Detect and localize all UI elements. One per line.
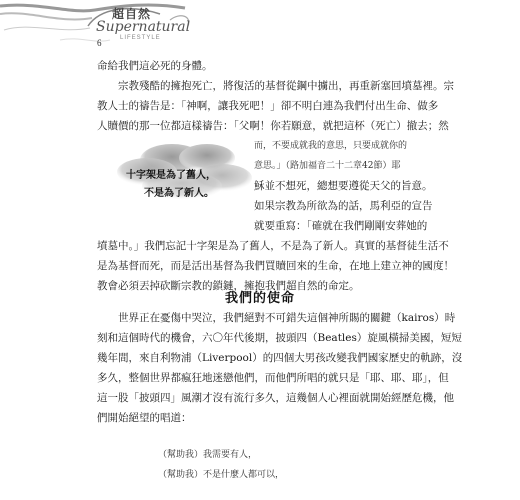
section-line: 這一股「披頭四」風潮才沒有流行多久，這幾個人心裡面就開始經歷危機，他 (97, 392, 454, 404)
header-subtitle: LIFESTYLE (120, 35, 161, 41)
body-line: 宗教殘酷的擁抱死亡，將復活的基督從鋼中擄出，再重新塞回墳墓裡。宗 (118, 80, 454, 92)
callout-line: 十字架是為了舊人， (126, 170, 216, 181)
section-line: 多久，整個世界都瘋狂地迷戀他們，而他們所唱的就只是「耶、耶、耶」，但 (97, 372, 449, 384)
lyric-line: （幫助我）不是什麼人都可以， (158, 470, 285, 480)
body-line: 而，不要成就我的意思，只要成就你的 (254, 141, 408, 151)
callout-line: 不是為了新人。 (144, 188, 214, 199)
body-line: 穌並不想死，總想要遵從天父的旨意。 (254, 180, 433, 192)
body-line: 墳墓中。」我們忘記十字架是為了舊人，不是為了新人。真實的基督徒生活不 (97, 240, 449, 252)
body-line: 教人士的禱告是：「神啊，讓我死吧！」卻不明白連為我們付出生命、做多 (97, 100, 439, 112)
body-line: 教會必須丟掉砍斷宗教的鎖鏈，擁抱我們超自然的命定。 (97, 280, 360, 292)
body-line: 命給我們這必死的身體。 (97, 60, 213, 72)
body-line: 就要重寫：「確就在我們剛剛安葬她的 (254, 220, 428, 232)
pull-quote-callout (112, 138, 262, 208)
section-heading: 我們的使命 (224, 291, 295, 306)
section-line: 幾年間，來自利物浦（Liverpool）的四個大男孩改變我們國家歷史的軌跡，沒 (97, 352, 463, 364)
body-line: 意思。」（路加福音二十二章42節）耶 (254, 161, 401, 171)
header-title-en: Supernatural (96, 19, 191, 35)
body-line: 如果宗教為所欲為的話，馬利亞的宣告 (254, 200, 433, 212)
header-title-cn: 超自然 (112, 7, 152, 21)
body-line: 是為基督而死，而是活出基督為我們買贖回來的生命，在地上建立神的國度！ (97, 260, 454, 272)
section-line: 世界正在憂傷中哭泣，我們絕對不可錯失這個神所賜的關鍵（kairos）時 (118, 312, 456, 324)
page-number: 6 (97, 38, 102, 48)
lyric-line: （幫助我）我需要有人， (158, 450, 258, 460)
section-line: 們開始絕望的唱道： (97, 412, 192, 424)
section-line: 刻和這個時代的機會，六〇年代後期，披頭四（Beatles）旋風橫掃美國，短短 (97, 332, 462, 344)
header-banner (0, 0, 200, 60)
body-line: 人贖價的那一位都這樣禱告：「父啊！你若願意，就把這杯（死亡）撤去；然 (97, 120, 449, 132)
